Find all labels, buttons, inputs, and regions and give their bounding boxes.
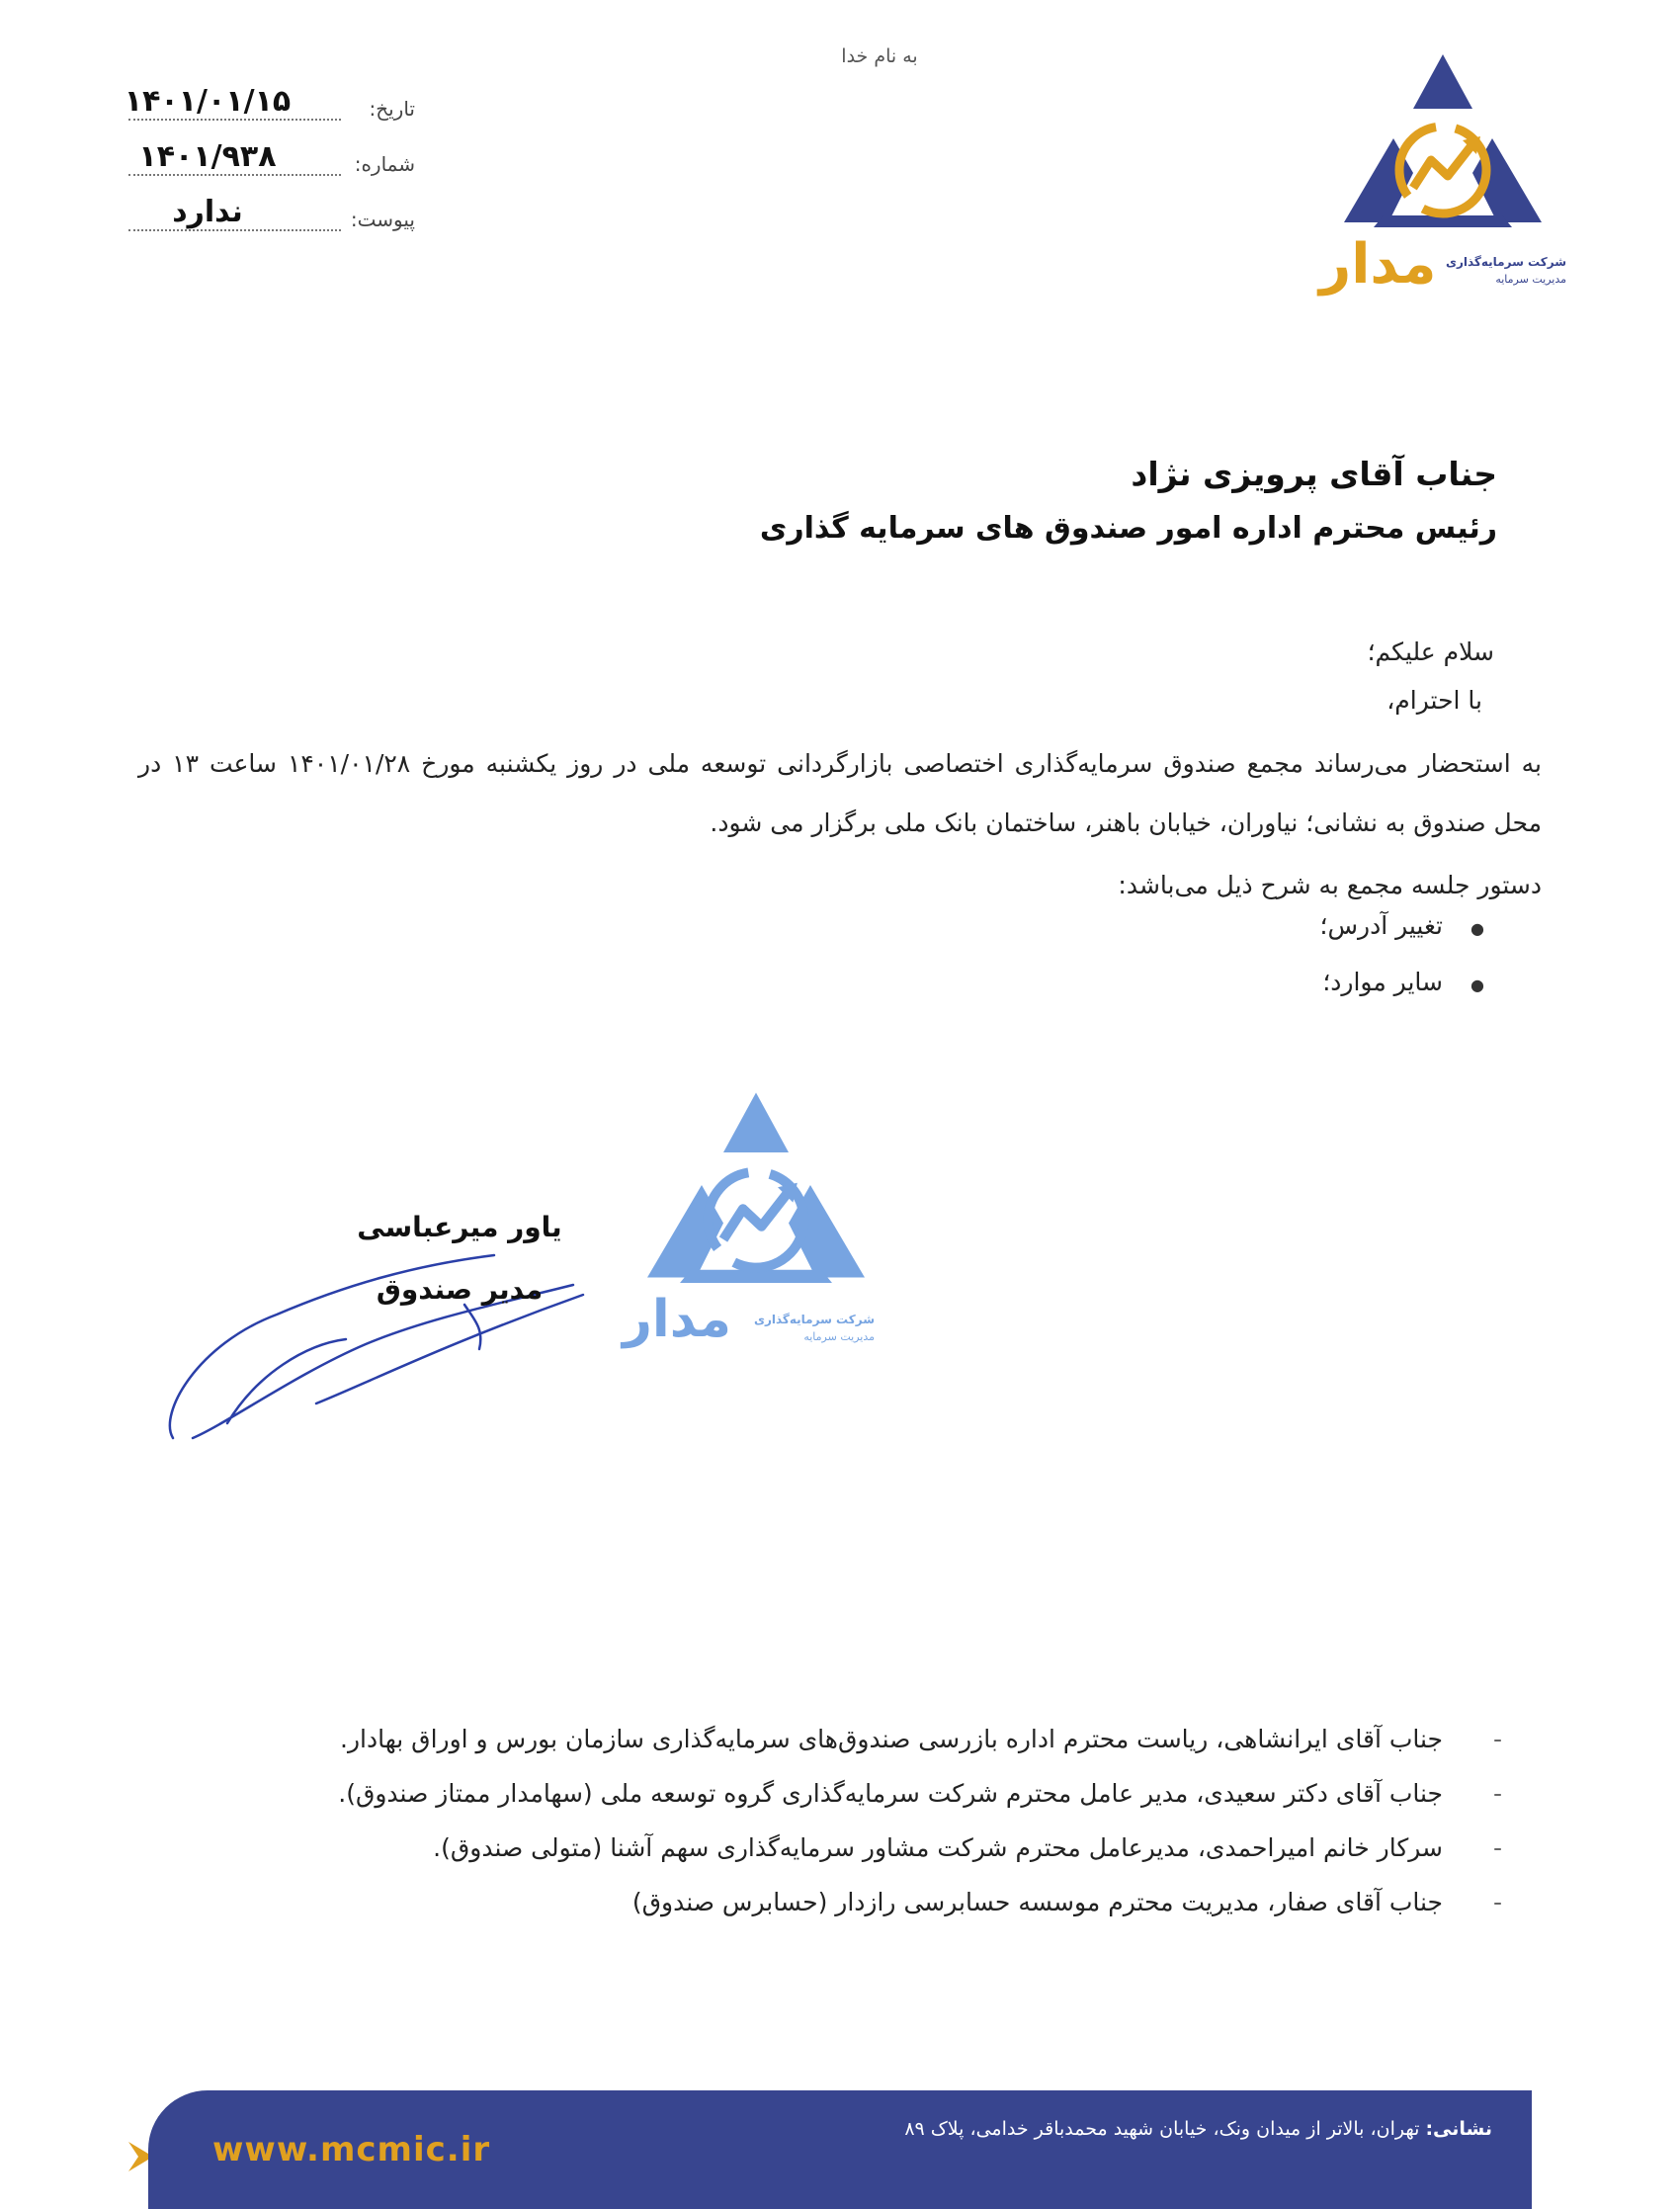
attachment-value: ندارد <box>172 195 243 229</box>
footer-address-text: تهران، بالاتر از میدان ونک، خیابان شهید محمدباقر خدامی، پلاک ۸۹ <box>904 2118 1420 2140</box>
stamp-logo-icon <box>613 1087 899 1305</box>
footer-address-label: نشانی: <box>1425 2118 1492 2140</box>
date-label: تاریخ: <box>369 97 415 121</box>
footer-address <box>904 2118 1492 2140</box>
agenda-item: ● تغییر آدرس؛ <box>138 911 1542 940</box>
logo-triangle-icon <box>1314 49 1571 247</box>
attachment-label: پیوست: <box>350 208 415 231</box>
logo-company-line2: مدیریت سرمایه <box>1495 273 1566 286</box>
number-row <box>119 132 415 188</box>
cc-item: - سرکار خانم امیراحمدی، مدیرعامل محترم شرکت مشاور سرمایه‌گذاری سهم آشنا (متولی صندوق). <box>148 1833 1502 1862</box>
stamp-brand: مدار <box>623 1290 731 1349</box>
number-label: شماره: <box>354 152 415 176</box>
cc-item: - جناب آقای صفار، مدیریت محترم موسسه حسابرسی رازدار (حسابرس صندوق) <box>148 1888 1502 1916</box>
agenda-heading: دستور جلسه مجمع به شرح ذیل می‌باشد: <box>1118 871 1542 899</box>
footer-website[interactable]: www.mcmic.ir <box>212 2130 491 2169</box>
date-row <box>119 77 415 132</box>
company-logo <box>1314 49 1571 306</box>
number-dots <box>128 174 341 176</box>
main-paragraph: به استحضار می‌رساند مجمع صندوق سرمایه‌گذاری اختصاصی بازارگردانی توسعه ملی در روز یکشنبه مورخ ۱۴۰۱/۰۱/۲۸ ساعت ۱۳ در محل صندوق به نشانی؛ نیاوران، خیابان باهنر، ساختمان بانک ملی برگزار می شود. <box>138 749 1542 837</box>
stamp-company-line1: شرکت سرمایه‌گذاری <box>753 1313 875 1326</box>
recipient-block <box>760 455 1497 546</box>
attachment-dots <box>128 229 341 231</box>
signer-title: مدیر صندوق <box>376 1273 544 1306</box>
recipient-name: جناب آقای پرویزی نژاد <box>1131 455 1497 493</box>
attachment-row <box>119 188 415 243</box>
cc-item: - جناب آقای ایرانشاهی، ریاست محترم اداره بازرسی صندوق‌های سرمایه‌گذاری سازمان بورس و اوراق بهادار. <box>148 1725 1502 1753</box>
letter-body <box>138 637 1542 1024</box>
stamp-company-line2: مدیریت سرمایه <box>803 1330 875 1343</box>
basmala: به نام خدا <box>841 45 918 67</box>
date-dots <box>128 119 341 121</box>
cc-list <box>148 1725 1502 1942</box>
signer-block <box>341 1211 578 1335</box>
logo-brand: مدار <box>1319 232 1437 297</box>
agenda-item: ● سایر موارد؛ <box>138 968 1542 996</box>
number-value: ۱۴۰۱/۹۳۸ <box>138 139 277 174</box>
agenda-list <box>138 911 1542 996</box>
recipient-role: رئیس محترم اداره امور صندوق های سرمایه گذاری <box>759 511 1497 546</box>
cc-item: - جناب آقای دکتر سعیدی، مدیر عامل محترم شرکت سرمایه‌گذاری گروه توسعه ملی (سهامدار ممتاز صندوق). <box>148 1779 1502 1808</box>
respect-line: با احترام، <box>1386 686 1482 715</box>
logo-company-line1: شرکت سرمایه‌گذاری <box>1445 255 1566 269</box>
footer-bar <box>148 2090 1532 2209</box>
signer-name: یاور میرعباسی <box>357 1211 562 1243</box>
greeting: سلام علیکم؛ <box>1367 637 1494 666</box>
company-stamp <box>613 1087 899 1384</box>
letter-meta <box>119 77 415 243</box>
date-value: ۱۴۰۱/۰۱/۱۵ <box>124 84 292 119</box>
